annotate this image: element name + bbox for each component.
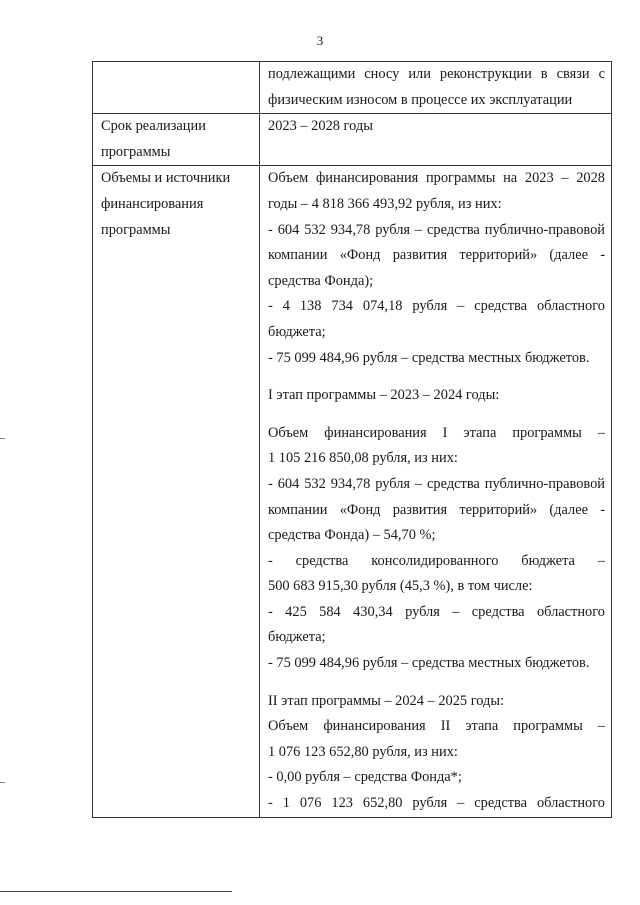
row-label-line: программы [101,143,171,160]
text-line: - 75 099 484,96 рубля – средства местных бюджетов. [268,349,590,366]
text-line: - 75 099 484,96 рубля – средства местных бюджетов. [268,655,590,672]
row-label-line: Срок реализации [101,118,206,135]
text-line: - средства консолидированного бюджета – [268,552,605,569]
text-line: 500 683 915,30 рубля (45,3 %), в том числе: [268,578,533,595]
text-line: Объем финансирования I этапа программы – [268,424,605,441]
text-line: Объем финансирования программы на 2023 – 2028 [268,170,605,187]
row-label-line: финансирования [101,195,204,212]
value-cell-term [260,114,612,166]
scan-edge-mark [0,782,5,783]
text-line: - 0,00 рубля – средства Фонда*; [268,769,462,786]
text-line: - 604 532 934,78 рубля – средства публично-правовой [268,221,605,238]
row-label-line: Объемы и источники [101,170,231,187]
label-cell-intro [93,62,260,114]
text-line: компании «Фонд развития территорий» (далее - [268,247,605,264]
text-line: средства Фонда); [268,272,374,289]
page-number: 3 [316,33,324,48]
text-line: бюджета; [268,323,326,340]
table-row-term [93,114,612,166]
value-cell-funding [260,166,612,817]
paragraph-gap [268,409,605,421]
text-line: - 425 584 430,34 рубля – средства областного [268,603,605,620]
row-label-line: программы [101,221,171,238]
paragraph-gap [268,677,605,689]
text-line: средства Фонда) – 54,70 %; [268,527,436,544]
text-line: бюджета; [268,629,326,646]
text-line: 1 076 123 652,80 рубля, из них: [268,743,458,760]
text-line: 2023 – 2028 годы [268,118,373,135]
label-cell-term [93,114,260,166]
text-line: - 4 138 734 074,18 рубля – средства областного [268,298,605,315]
text-line: физическим износом в процессе их эксплуатации [268,91,573,108]
text-line: годы – 4 818 366 493,92 рубля, из них: [268,195,502,212]
value-cell-intro [260,62,612,114]
stage-2-title: II этап программы – 2024 – 2025 годы: [268,692,505,709]
text-line: - 1 076 123 652,80 рубля – средства областного [268,795,605,812]
text-line: 1 105 216 850,08 рубля, из них: [268,450,458,467]
text-line: Объем финансирования II этапа программы – [268,718,605,735]
passport-table [92,61,612,818]
footnote-rule [0,891,232,892]
text-line: - 604 532 934,78 рубля – средства публично-правовой [268,475,605,492]
label-cell-funding [93,166,260,817]
table-row-intro [93,62,612,114]
paragraph-gap [268,371,605,383]
text-line: компании «Фонд развития территорий» (далее - [268,501,605,518]
text-line: подлежащими сносу или реконструкции в связи с [268,66,605,82]
table-row-funding [93,166,612,817]
stage-1-title: I этап программы – 2023 – 2024 годы: [268,387,500,404]
scan-edge-mark [0,438,5,439]
